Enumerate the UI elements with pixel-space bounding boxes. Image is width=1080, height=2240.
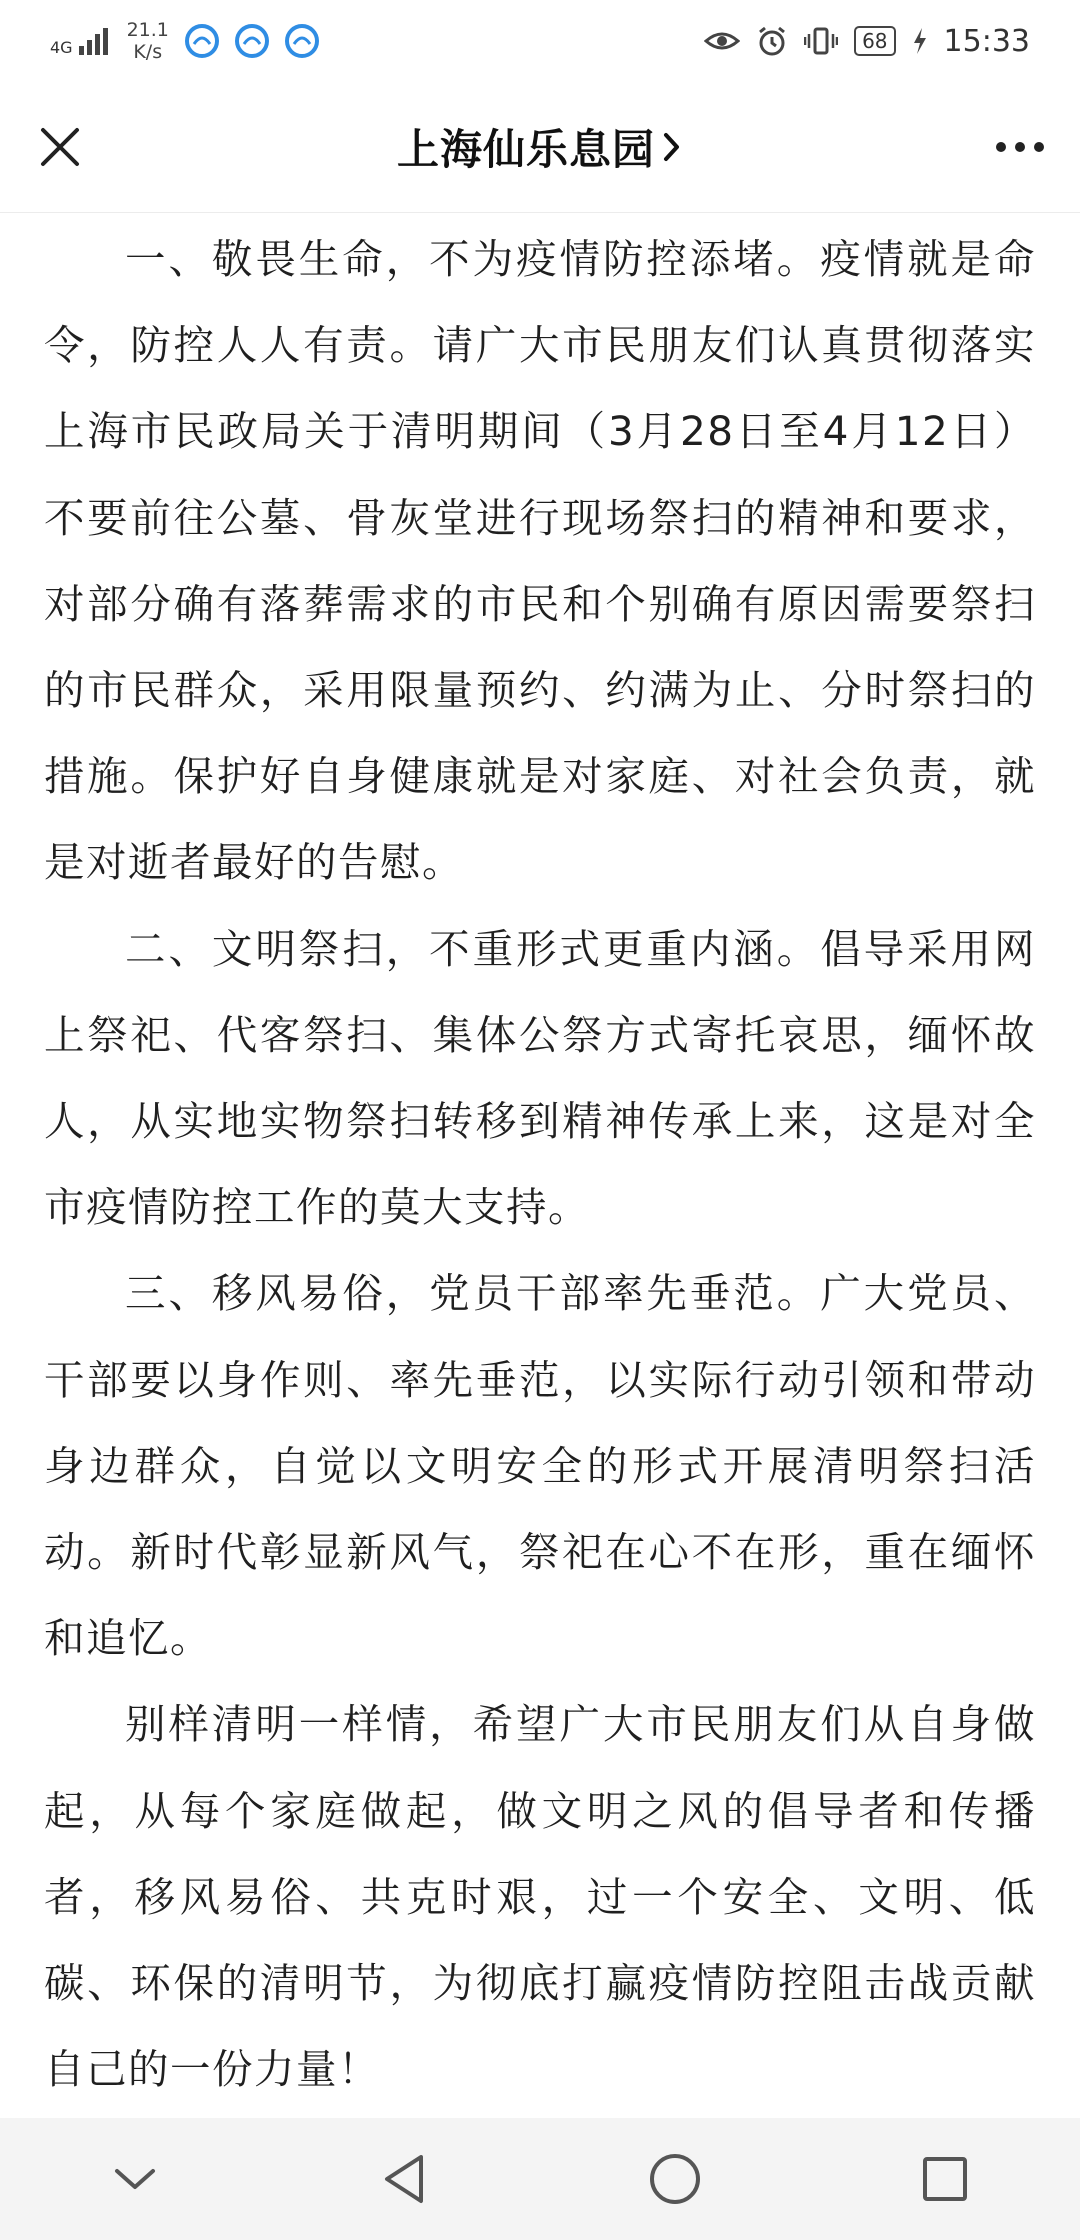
more-options-button[interactable] [988,115,1052,179]
speed-value: 21.1 [126,19,169,41]
chevron-down-icon [113,2165,157,2193]
eye-comfort-icon [704,27,740,55]
battery-level: 68 [862,29,888,53]
signal-icon [77,26,111,56]
article-body [44,216,1036,2116]
recents-button[interactable] [905,2139,985,2219]
close-button[interactable] [28,115,92,179]
back-triangle-icon [381,2153,429,2205]
speed-unit: K/s [133,41,163,63]
home-circle-icon [648,2152,702,2206]
article-paragraph: 别样清明一样情，希望广大市民朋友们从自身做起，从每个家庭做起，做文明之风的倡导者和传播者，移风易俗、共克时艰，过一个安全、文明、低碳、环保的清明节，为彻底打赢疫情防控阻击战贡献自己的一份力量！ [44,1700,1036,2094]
collapse-button[interactable] [95,2139,175,2219]
status-right [704,24,1030,59]
system-nav-bar [0,2118,1080,2240]
app-notification-icon [185,24,219,58]
status-bar [0,0,1080,82]
vibrate-icon [804,26,838,56]
page-title: 上海仙乐息园 [396,125,655,174]
network-speed [127,19,169,63]
article-paragraph: 二、文明祭扫，不重形式更重内涵。倡导采用网上祭祀、代客祭扫、集体公祭方式寄托哀思，缅怀故人，从实地实物祭扫转移到精神传承上来，这是对全市疫情防控工作的莫大支持。 [44,924,1036,1232]
account-title-link[interactable] [397,117,683,177]
title-bar [0,82,1080,213]
app-notification-icon [285,24,319,58]
home-button[interactable] [635,2139,715,2219]
more-dots-icon [995,141,1045,153]
network-indicator [50,26,111,56]
chevron-right-icon [661,129,683,165]
back-button[interactable] [365,2139,445,2219]
network-type: 4G [50,38,73,57]
charging-icon [912,27,928,55]
article-paragraph: 三、移风易俗，党员干部率先垂范。广大党员、干部要以身作则、率先垂范，以实际行动引领和带动身边群众，自觉以文明安全的形式开展清明祭扫活动。新时代彰显新风气，祭祀在心不在形，重在缅怀和追忆。 [44,1269,1036,1663]
recents-square-icon [921,2155,969,2203]
status-left [50,19,319,63]
status-time: 15:33 [943,23,1030,59]
alarm-icon [756,25,788,57]
battery-indicator [854,26,895,56]
article-paragraph: 一、敬畏生命，不为疫情防控添堵。疫情就是命令，防控人人有责。请广大市民朋友们认真贯彻落实上海市民政局关于清明期间（3月28日至4月12日）不要前往公墓、骨灰堂进行现场祭扫的精神和要求，对部分确有落葬需求的市民和个别确有原因需要祭扫的市民群众，采用限量预约、约满为止、分时祭扫的措施。保护好自身健康就是对家庭、对社会负责，就是对逝者最好的告慰。 [44,235,1036,887]
close-icon [39,126,81,168]
app-notification-icon [235,24,269,58]
